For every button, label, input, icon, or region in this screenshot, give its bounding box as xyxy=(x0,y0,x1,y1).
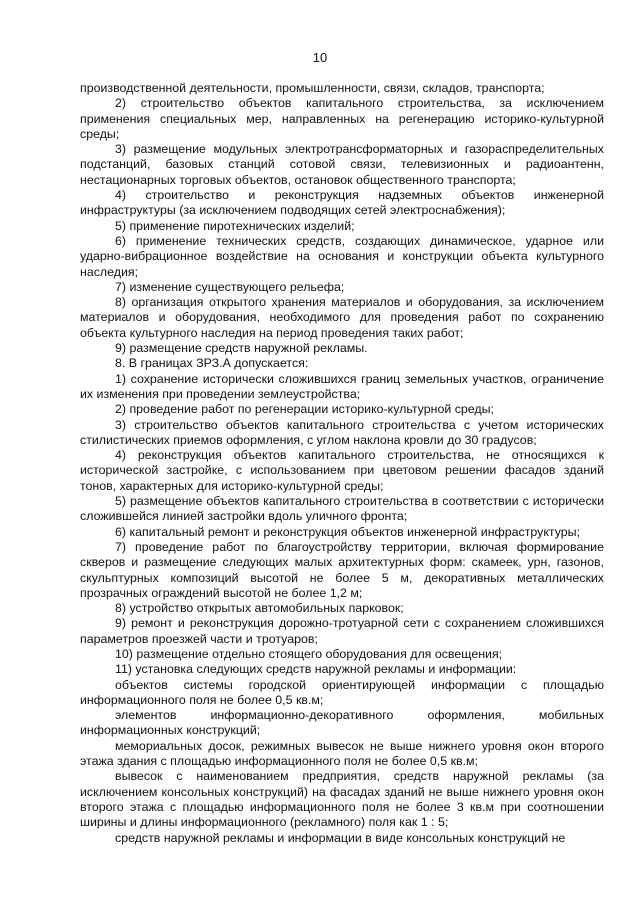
paragraph: 6) применение технических средств, создающих динамическое, ударное или ударно-вибрационное воздействие на основания и конструкции объекта культурного наследия; xyxy=(80,233,604,279)
paragraph: 7) изменение существующего рельефа; xyxy=(115,279,345,294)
paragraph: элементов информационно-декоративного оформления, мобильных информационных конструкций; xyxy=(80,708,604,738)
paragraph: 11) установка следующих средств наружной рекламы и информации: xyxy=(115,662,517,677)
paragraph: 2) проведение работ по регенерации историко-культурной среды; xyxy=(115,402,494,417)
paragraph: вывесок с наименованием предприятия, средств наружной рекламы (за исключением консольных конструкций) на фасадах зданий не выше нижнего уровня окон второго этажа с площадью информационного поля не более 3 кв.м при соотношении ширины и длины информационного (рекламного) поля как 1 : 5; xyxy=(80,769,604,830)
paragraph: 6) капитальный ремонт и реконструкция объектов инженерной инфраструктуры; xyxy=(115,524,581,539)
paragraph: 3) строительство объектов капитального строительства с учетом исторических стилистических приемов оформления, с углом наклона кровли до 30 градусов; xyxy=(80,417,604,447)
paragraph: 3) размещение модульных электротрансформаторных и газораспределительных подстанций, базовых станций сотовой связи, телевизионных и радиоантенн, нестационарных торговых объектов, остановок общественного транспорта; xyxy=(80,142,604,187)
paragraph: 2) строительство объектов капитального строительства, за исключением применения специальных мер, направленных на регенерацию историко-культурной среды; xyxy=(80,96,604,141)
paragraph: 7) проведение работ по благоустройству территории, включая формирование скверов и размещение следующих малых архитектурных форм: скамеек, урн, газонов, скульптурных композиций высотой не более 5 м, декоративных металлических прозрачных ограждений высотой не более 1,2 м; xyxy=(80,539,604,600)
paragraph: 10) размещение отдельно стоящего оборудования для освещения; xyxy=(115,646,503,661)
paragraph: мемориальных досок, режимных вывесок не выше нижнего уровня окон второго этажа здания с площадью информационного поля не более 0,5 кв.м; xyxy=(80,738,604,769)
paragraph: 4) реконструкция объектов капитального строительства, не относящихся к исторической застройке, с использованием при цветовом решении фасадов зданий тонов, характерных для историко-культурной среды; xyxy=(80,448,604,493)
paragraph: 8) организация открытого хранения материалов и оборудования, за исключением материалов и оборудования, необходимого для проведения работ по сохранению объекта культурного наследия на период проведения таких работ; xyxy=(80,295,604,340)
paragraph: объектов системы городской ориентирующей информации с площадью информационного поля не более 0,5 кв.м; xyxy=(80,677,604,707)
document-body xyxy=(80,81,604,846)
page-number: 10 xyxy=(312,50,328,65)
paragraph: 8) устройство открытых автомобильных парковок; xyxy=(115,601,404,616)
paragraph: 9) размещение средств наружной рекламы. xyxy=(115,341,368,356)
paragraph: 4) строительство и реконструкция надземных объектов инженерной инфраструктуры (за исключением подводящих сетей электроснабжения); xyxy=(80,188,604,218)
paragraph: 8. В границах ЗРЗ.А допускается: xyxy=(115,356,309,371)
paragraph: 5) размещение объектов капитального строительства в соответствии с исторически сложившейся линией застройки вдоль уличного фронта; xyxy=(80,494,604,524)
paragraph: 9) ремонт и реконструкция дорожно-тротуарной сети с сохранением сложившихся параметров проезжей части и тротуаров; xyxy=(80,616,604,646)
paragraph: производственной деятельности, промышленности, связи, складов, транспорта; xyxy=(80,81,545,95)
paragraph: средств наружной рекламы и информации в виде консольных конструкций не xyxy=(115,830,566,845)
paragraph: 1) сохранение исторически сложившихся границ земельных участков, ограничение их изменения при проведении землеустройства; xyxy=(80,371,604,401)
paragraph: 5) применение пиротехнических изделий; xyxy=(115,218,355,233)
